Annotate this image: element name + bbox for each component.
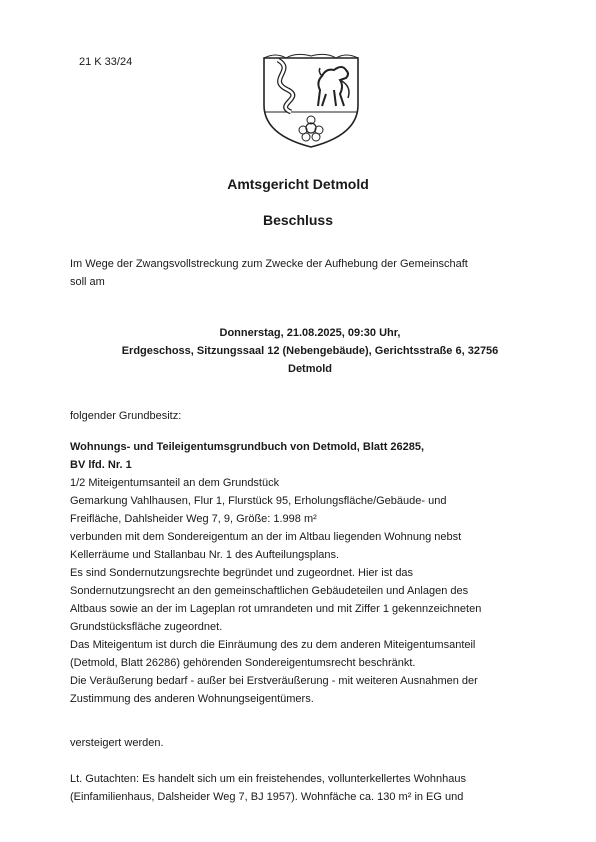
appraisal-line: Lt. Gutachten: Es handelt sich um ein freistehendes, vollunterkellertes Wohnhaus xyxy=(70,773,467,785)
hearing-date: Donnerstag, 21.08.2025, 09:30 Uhr, xyxy=(219,327,401,339)
document-title: Beschluss xyxy=(262,212,334,228)
hearing-details xyxy=(70,324,550,378)
property-description xyxy=(70,438,550,708)
coat-of-arms-icon xyxy=(256,50,366,150)
court-name: Amtsgericht Detmold xyxy=(227,176,369,192)
property-line: Sondernutzungsrecht an den gemeinschaftlichen Gebäudeteilen und Anlagen des xyxy=(70,585,469,597)
property-line: (Detmold, Blatt 26286) gehörenden Sondereigentumsrecht beschränkt. xyxy=(70,657,416,669)
property-line: Altbaus sowie an der im Lageplan rot umrandeten und mit Ziffer 1 gekennzeichneten xyxy=(70,603,482,615)
auction-statement: versteigert werden. xyxy=(70,737,164,749)
appraisal-line: (Einfamilienhaus, Dalsheider Weg 7, BJ 1957). Wohnfäche ca. 130 m² in EG und xyxy=(70,791,464,803)
appraisal-paragraph xyxy=(70,770,550,806)
property-line: Kellerräume und Stallanbau Nr. 1 des Aufteilungsplans. xyxy=(70,549,340,561)
property-line: Grundstücksfläche zugeordnet. xyxy=(70,621,223,633)
property-line: Freifläche, Dahlsheider Weg 7, 9, Größe: 1.998 m² xyxy=(70,513,317,525)
property-line: Das Miteigentum ist durch die Einräumung des zu dem anderen Miteigentumsanteil xyxy=(70,639,476,651)
property-heading: Wohnungs- und Teileigentumsgrundbuch von Detmold, Blatt 26285, xyxy=(70,441,425,453)
case-number: 21 K 33/24 xyxy=(79,56,133,68)
intro-line: Im Wege der Zwangsvollstreckung zum Zwecke der Aufhebung der Gemeinschaft xyxy=(70,258,468,270)
property-line: Gemarkung Vahlhausen, Flur 1, Flurstück 95, Erholungsfläche/Gebäude- und xyxy=(70,495,447,507)
property-line: Zustimmung des anderen Wohnungseigentümers. xyxy=(70,693,314,705)
intro-line: soll am xyxy=(70,276,105,288)
hearing-city: Detmold xyxy=(288,363,332,375)
property-line: 1/2 Miteigentumsanteil an dem Grundstück xyxy=(70,477,280,489)
property-heading: BV lfd. Nr. 1 xyxy=(70,459,132,471)
property-line: Die Veräußerung bedarf - außer bei Erstveräußerung - mit weiteren Ausnahmen der xyxy=(70,675,478,687)
hearing-location: Erdgeschoss, Sitzungssaal 12 (Nebengebäude), Gerichtsstraße 6, 32756 xyxy=(121,345,499,357)
property-line: Es sind Sondernutzungsrechte begründet und zugeordnet. Hier ist das xyxy=(70,567,414,579)
property-label: folgender Grundbesitz: xyxy=(70,410,182,422)
intro-paragraph xyxy=(70,255,540,291)
property-line: verbunden mit dem Sondereigentum an der im Altbau liegenden Wohnung nebst xyxy=(70,531,462,543)
